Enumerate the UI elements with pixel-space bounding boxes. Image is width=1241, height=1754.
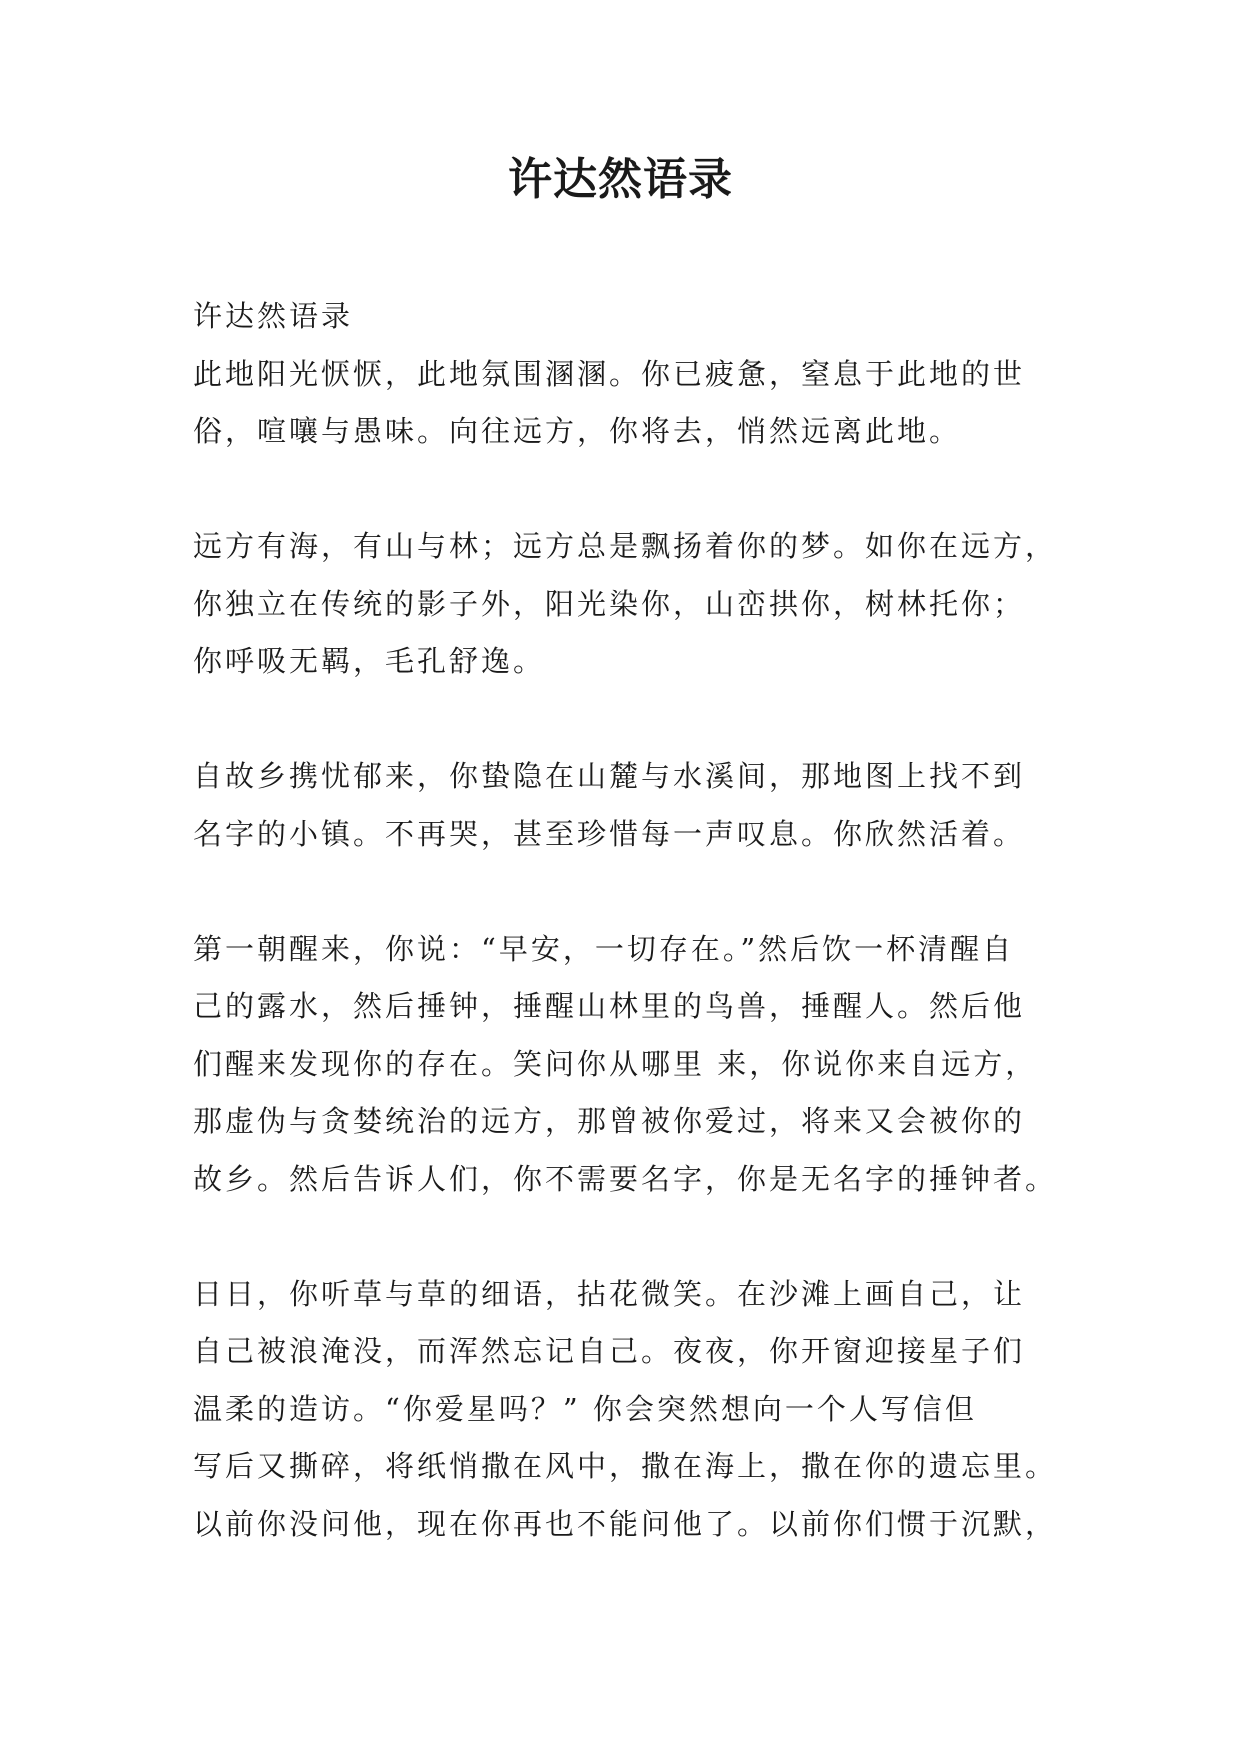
document-title: 许达然语录 bbox=[508, 154, 733, 205]
text-line: 俗，喧嚷与愚味。向往远方，你将去，悄然远离此地。 bbox=[193, 414, 962, 448]
text-line: 第一朝醒来，你说：“早安，一切存在。”然后饮一杯清醒自 bbox=[193, 931, 1015, 966]
text-line: 你呼吸无羁，毛孔舒逸。 bbox=[193, 644, 546, 678]
paragraph-gap bbox=[193, 1208, 1073, 1266]
text-line: 们醒来发现你的存在。笑问你从哪里 来，你说你来自远方， bbox=[193, 1046, 1038, 1081]
text-line: 你独立在传统的影子外，阳光染你，山峦拱你，树林托你； bbox=[193, 586, 1026, 621]
paragraph-gap bbox=[193, 691, 1073, 749]
text-line: 自故乡携忧郁来，你蛰隐在山麓与水溪间，那地图上找不到 bbox=[193, 759, 1026, 793]
text-line: 己的露水，然后捶钟，捶醒山林里的鸟兽，捶醒人。然后他 bbox=[193, 989, 1026, 1023]
text-line: 那虚伪与贪婪统治的远方，那曾被你爱过，将来又会被你的 bbox=[193, 1104, 1026, 1138]
subtitle-line: 许达然语录 bbox=[193, 299, 354, 333]
text-line: 以前你没问他，现在你再也不能问他了。以前你们惯于沉默， bbox=[193, 1506, 1058, 1541]
text-line: 故乡。然后告诉人们，你不需要名字，你是无名字的捶钟者。 bbox=[193, 1161, 1058, 1196]
text-line: 写后又撕碎，将纸悄撒在风中，撒在海上，撒在你的遗忘里。 bbox=[193, 1449, 1058, 1483]
paragraph-gap bbox=[193, 863, 1073, 921]
text-line: 自己被浪淹没，而浑然忘记自己。夜夜，你开窗迎接星子们 bbox=[193, 1334, 1026, 1368]
text-line: 日日，你听草与草的细语，拈花微笑。在沙滩上画自己，让 bbox=[193, 1276, 1026, 1311]
document-body bbox=[193, 288, 1073, 1553]
text-line: 远方有海，有山与林；远方总是飘扬着你的梦。如你在远方， bbox=[193, 529, 1058, 563]
text-line: 温柔的造访。“你爱星吗？” 你会突然想向一个人写信但 bbox=[193, 1391, 977, 1426]
paragraph-gap bbox=[193, 461, 1073, 519]
text-line: 此地阳光恹恹，此地氛围溷溷。你已疲惫，窒息于此地的世 bbox=[193, 356, 1026, 391]
text-line: 名字的小镇。不再哭，甚至珍惜每一声叹息。你欣然活着。 bbox=[193, 816, 1026, 851]
